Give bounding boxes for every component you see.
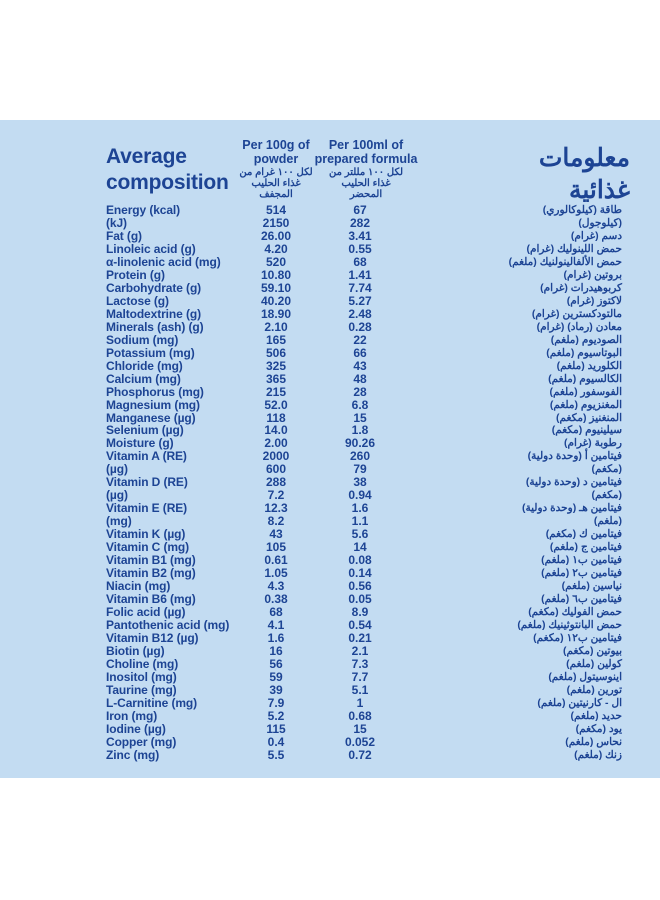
nutrient-name-ar: نياسين (ملغم) [561, 580, 622, 593]
value-per-100ml: 68 [353, 254, 367, 269]
nutrient-name-en: Choline (mg) [106, 656, 179, 671]
nutrient-name-en: Fat (g) [106, 228, 142, 243]
table-row [0, 321, 660, 334]
table-row [0, 282, 660, 295]
value-per-100ml: 0.56 [348, 579, 372, 594]
table-row [0, 230, 660, 243]
table-row [0, 360, 660, 373]
value-per-100ml: 0.54 [348, 618, 372, 632]
value-per-100g: 2.00 [264, 436, 288, 451]
nutrient-name-en: Linoleic acid (g) [106, 241, 196, 256]
value-per-100g: 1.05 [264, 566, 288, 581]
nutrient-name-en: Niacin (mg) [106, 579, 171, 594]
value-per-100ml: 3.41 [348, 228, 372, 243]
value-per-100g: 5.2 [267, 708, 285, 723]
value-per-100g: 43 [269, 527, 283, 542]
value-per-100ml: 66 [353, 345, 367, 360]
column-header-per-100g [236, 138, 316, 200]
value-per-100g: 0.4 [267, 734, 285, 749]
nutrient-name-en: Vitamin C (mg) [106, 540, 190, 555]
value-per-100g: 4.1 [267, 618, 285, 632]
nutrient-name-en: Lactose (g) [106, 293, 169, 308]
nutrient-name-ar: اينوسيتول (ملغم) [548, 670, 622, 683]
title-arabic: معلومات غذائية [538, 144, 630, 204]
table-row [0, 645, 660, 658]
nutrient-name-en: Protein (g) [106, 267, 165, 282]
nutrient-name-en: (mg) [106, 514, 132, 529]
table-row [0, 593, 660, 606]
nutrient-name-ar: المغنزيوم (ملغم) [549, 398, 622, 411]
column-header-per-100g-en: Per 100g of powder [242, 138, 310, 166]
table-row [0, 424, 660, 437]
nutrient-name-en: Minerals (ash) (g) [106, 319, 204, 334]
table-row [0, 334, 660, 347]
value-per-100g: 10.80 [260, 267, 292, 282]
table-row [0, 463, 660, 476]
nutrient-name-ar: فيتامين ب٦ (ملغم) [541, 593, 622, 606]
table-row [0, 515, 660, 528]
nutrient-name-ar: الكلوريد (ملغم) [556, 359, 622, 372]
value-per-100g: 506 [265, 345, 287, 360]
value-per-100g: 52.0 [264, 397, 288, 412]
value-per-100g: 68 [269, 605, 283, 620]
nutrient-name-en: Sodium (mg) [106, 332, 179, 347]
table-row [0, 399, 660, 412]
table-row [0, 684, 660, 697]
nutrient-name-ar: فيتامين هـ (وحدة دولية) [521, 502, 622, 515]
nutrient-name-ar: البوتاسيوم (ملغم) [546, 346, 622, 359]
nutrient-name-ar: فيتامين د (وحدة دولية) [525, 476, 622, 489]
nutrient-name-en: Taurine (mg) [106, 682, 177, 697]
nutrient-name-ar: الفوسفور (ملغم) [549, 385, 622, 398]
nutrient-name-ar: حمض اللينوليك (غرام) [526, 242, 622, 255]
nutrient-name-ar: (كيلوجول) [578, 216, 622, 229]
value-per-100g: 7.9 [267, 695, 285, 710]
value-per-100ml: 5.6 [351, 527, 369, 542]
nutrient-name-ar: فيتامين أ (وحدة دولية) [527, 450, 622, 463]
title-english: Average composition [106, 145, 229, 194]
value-per-100ml: 5.27 [348, 293, 372, 308]
nutrient-name-en: Manganese (µg) [106, 410, 196, 425]
value-per-100g: 0.38 [264, 592, 288, 607]
value-per-100ml: 5.1 [351, 682, 369, 697]
table-row [0, 450, 660, 463]
nutrient-name-en: Vitamin K (µg) [106, 527, 186, 542]
value-per-100g: 12.3 [264, 501, 288, 516]
value-per-100g: 4.20 [264, 241, 288, 256]
value-per-100ml: 43 [353, 358, 367, 373]
value-per-100ml: 8.9 [351, 605, 369, 620]
nutrient-name-en: Carbohydrate (g) [106, 280, 202, 295]
nutrient-name-en: (kJ) [106, 215, 127, 230]
value-per-100ml: 0.94 [348, 488, 372, 503]
nutrient-name-ar: حمض الألفالينولنيك (ملغم) [508, 255, 622, 268]
value-per-100ml: 14 [353, 540, 367, 555]
value-per-100ml: 22 [353, 332, 367, 347]
value-per-100g: 7.2 [267, 488, 285, 503]
value-per-100ml: 7.7 [351, 669, 369, 684]
nutrient-name-ar: فيتامين ك (مكغم) [545, 528, 622, 541]
value-per-100ml: 6.8 [351, 397, 369, 412]
table-row [0, 710, 660, 723]
table-row [0, 308, 660, 321]
nutrient-name-ar: كربوهيدرات (غرام) [540, 281, 622, 294]
nutrient-name-en: L-Carnitine (mg) [106, 695, 198, 710]
table-row [0, 736, 660, 749]
nutrient-name-ar: فيتامين ب١ (ملغم) [541, 554, 622, 567]
column-header-per-100ml-ar: لكل ١٠٠ مللتر من غذاء الحليب المحضر [328, 167, 404, 200]
value-per-100ml: 15 [353, 721, 367, 736]
table-row [0, 412, 660, 425]
table-row [0, 723, 660, 736]
table-row [0, 502, 660, 515]
nutrient-name-ar: سيلينيوم (مكغم) [551, 424, 622, 437]
table-row [0, 489, 660, 502]
nutrient-name-en: Phosphorus (mg) [106, 384, 204, 399]
value-per-100g: 105 [265, 540, 287, 555]
value-per-100g: 215 [265, 384, 287, 399]
value-per-100ml: 90.26 [344, 436, 376, 451]
nutrient-name-ar: زنك (ملغم) [574, 748, 622, 761]
value-per-100ml: 28 [353, 384, 367, 399]
value-per-100ml: 1.8 [351, 423, 369, 438]
nutrient-name-ar: كولين (ملغم) [566, 657, 622, 670]
nutrient-name-ar: لاكتوز (غرام) [566, 294, 622, 307]
table-row [0, 658, 660, 671]
nutrient-name-en: Pantothenic acid (mg) [106, 618, 230, 632]
table-row [0, 295, 660, 308]
nutrient-name-en: α-linolenic acid (mg) [106, 254, 221, 269]
value-per-100ml: 7.74 [348, 280, 372, 295]
nutrient-name-ar: (ملغم) [593, 515, 622, 528]
value-per-100ml: 7.3 [351, 656, 369, 671]
value-per-100ml: 260 [349, 449, 371, 464]
nutrient-name-en: Calcium (mg) [106, 371, 181, 386]
table-row [0, 269, 660, 282]
value-per-100g: 16 [269, 643, 283, 658]
table-row [0, 632, 660, 645]
value-per-100g: 18.90 [260, 306, 292, 321]
nutrient-name-ar: فيتامين ج (ملغم) [549, 541, 622, 554]
nutrient-name-en: Biotin (µg) [106, 643, 165, 658]
nutrient-name-ar: فيتامين ب٢ (ملغم) [541, 567, 622, 580]
nutrient-name-en: Iron (mg) [106, 708, 158, 723]
value-per-100ml: 1 [356, 695, 364, 710]
nutrient-name-ar: ال - كارنيتين (ملغم) [537, 696, 622, 709]
value-per-100ml: 2.48 [348, 306, 372, 321]
nutrient-name-en: Copper (mg) [106, 734, 177, 749]
value-per-100g: 165 [265, 332, 287, 347]
value-per-100g: 520 [265, 254, 287, 269]
value-per-100g: 0.61 [264, 553, 288, 568]
value-per-100g: 4.3 [267, 579, 285, 594]
value-per-100ml: 79 [353, 462, 367, 477]
value-per-100ml: 15 [353, 410, 367, 425]
value-per-100ml: 0.08 [348, 553, 372, 568]
value-per-100g: 8.2 [267, 514, 285, 529]
table-row [0, 528, 660, 541]
table-row [0, 697, 660, 710]
table-row [0, 243, 660, 256]
nutrient-name-en: Magnesium (mg) [106, 397, 200, 412]
nutrient-name-en: Vitamin A (RE) [106, 449, 187, 464]
nutrient-name-ar: مالتودكسترين (غرام) [531, 307, 622, 320]
value-per-100g: 600 [265, 462, 287, 477]
value-per-100ml: 1.6 [351, 501, 369, 516]
nutrient-name-ar: فيتامين ب١٢ (مكغم) [533, 631, 622, 644]
nutrient-name-ar: المنغنيز (مكغم) [556, 411, 622, 424]
value-per-100ml: 0.052 [344, 734, 376, 749]
table-row [0, 347, 660, 360]
nutrient-name-ar: الصوديوم (ملغم) [550, 333, 622, 346]
nutrient-name-ar: بيوتين (مكغم) [563, 644, 622, 657]
value-per-100g: 514 [265, 203, 287, 217]
nutrient-name-en: Vitamin B1 (mg) [106, 553, 196, 568]
nutrient-name-en: Energy (kcal) [106, 203, 181, 217]
nutrient-name-en: Maltodextrine (g) [106, 306, 201, 321]
value-per-100g: 1.6 [267, 630, 285, 645]
table-row [0, 619, 660, 632]
nutrient-name-ar: حمض الفوليك (مكغم) [528, 606, 622, 619]
value-per-100ml: 0.05 [348, 592, 372, 607]
value-per-100ml: 0.14 [348, 566, 372, 581]
value-per-100g: 288 [265, 475, 287, 490]
table-row [0, 437, 660, 450]
value-per-100g: 118 [266, 410, 286, 425]
nutrient-name-ar: بروتين (غرام) [563, 268, 622, 281]
nutrient-name-en: (µg) [106, 462, 128, 477]
nutrient-name-en: Folic acid (µg) [106, 605, 186, 620]
value-per-100g: 365 [265, 371, 287, 386]
value-per-100ml: 2.1 [351, 643, 369, 658]
table-row [0, 671, 660, 684]
value-per-100ml: 67 [353, 203, 367, 217]
nutrient-name-ar: حديد (ملغم) [570, 709, 622, 722]
nutrient-name-ar: رطوبة (غرام) [563, 437, 622, 450]
value-per-100g: 56 [269, 656, 283, 671]
nutrient-name-en: Iodine (µg) [106, 721, 166, 736]
value-per-100ml: 0.28 [348, 319, 372, 334]
nutrient-name-ar: يود (مكغم) [575, 722, 622, 735]
nutrient-name-en: Chloride (mg) [106, 358, 183, 373]
nutrient-name-ar: تورين (ملغم) [566, 683, 622, 696]
value-per-100g: 325 [265, 358, 287, 373]
nutrient-name-en: Vitamin B2 (mg) [106, 566, 196, 581]
nutrition-panel [0, 120, 660, 778]
nutrient-name-en: Potassium (mg) [106, 345, 195, 360]
value-per-100g: 59.10 [260, 280, 292, 295]
value-per-100ml: 48 [353, 371, 367, 386]
table-row [0, 554, 660, 567]
value-per-100ml: 38 [353, 475, 367, 490]
value-per-100g: 115 [266, 721, 286, 736]
value-per-100g: 5.5 [267, 747, 285, 762]
column-header-per-100g-ar: لكل ١٠٠ غرام من غذاء الحليب المجفف [239, 167, 313, 200]
column-header-per-100ml-en: Per 100ml of prepared formula [314, 138, 418, 166]
value-per-100ml: 1.1 [351, 514, 369, 529]
nutrient-name-en: Zinc (mg) [106, 747, 160, 762]
value-per-100ml: 0.72 [348, 747, 372, 762]
value-per-100g: 39 [269, 682, 283, 697]
value-per-100g: 59 [269, 669, 283, 684]
nutrient-name-en: Vitamin B6 (mg) [106, 592, 196, 607]
nutrient-name-en: Vitamin D (RE) [106, 475, 188, 490]
table-row [0, 580, 660, 593]
table-row [0, 386, 660, 399]
nutrient-name-en: (µg) [106, 488, 128, 503]
table-row [0, 567, 660, 580]
column-header-per-100ml [306, 138, 426, 200]
table-row [0, 476, 660, 489]
nutrient-name-ar: طاقة (كيلوكالوري) [542, 204, 622, 216]
nutrient-name-en: Vitamin B12 (µg) [106, 630, 199, 645]
table-row [0, 217, 660, 230]
nutrient-name-ar: دسم (غرام) [570, 229, 622, 242]
value-per-100g: 14.0 [264, 423, 288, 438]
nutrient-name-en: Selenium (µg) [106, 423, 184, 438]
nutrient-name-en: Vitamin E (RE) [106, 501, 188, 516]
value-per-100g: 40.20 [260, 293, 292, 308]
nutrient-name-en: Inositol (mg) [106, 669, 177, 684]
table-row [0, 256, 660, 269]
nutrient-name-ar: (مكغم) [591, 489, 622, 502]
nutrient-table [0, 204, 660, 762]
value-per-100ml: 282 [349, 215, 371, 230]
table-row [0, 606, 660, 619]
value-per-100ml: 0.68 [348, 708, 372, 723]
nutrient-name-ar: (مكغم) [591, 463, 622, 476]
table-row [0, 373, 660, 386]
value-per-100ml: 0.55 [348, 241, 372, 256]
nutrient-name-ar: الكالسيوم (ملغم) [548, 372, 622, 385]
value-per-100g: 26.00 [260, 228, 292, 243]
value-per-100g: 2000 [262, 449, 290, 464]
nutrient-name-ar: حمض البانتوثينيك (ملغم) [517, 619, 622, 631]
nutrient-name-ar: نحاس (ملغم) [565, 735, 622, 748]
value-per-100g: 2.10 [264, 319, 288, 334]
table-row [0, 541, 660, 554]
nutrient-name-ar: معادن (رماد) (غرام) [536, 320, 622, 333]
value-per-100g: 2150 [262, 215, 290, 230]
table-row [0, 749, 660, 762]
nutrient-name-en: Moisture (g) [106, 436, 174, 451]
value-per-100ml: 0.21 [348, 630, 372, 645]
table-row [0, 204, 660, 217]
value-per-100ml: 1.41 [348, 267, 372, 282]
